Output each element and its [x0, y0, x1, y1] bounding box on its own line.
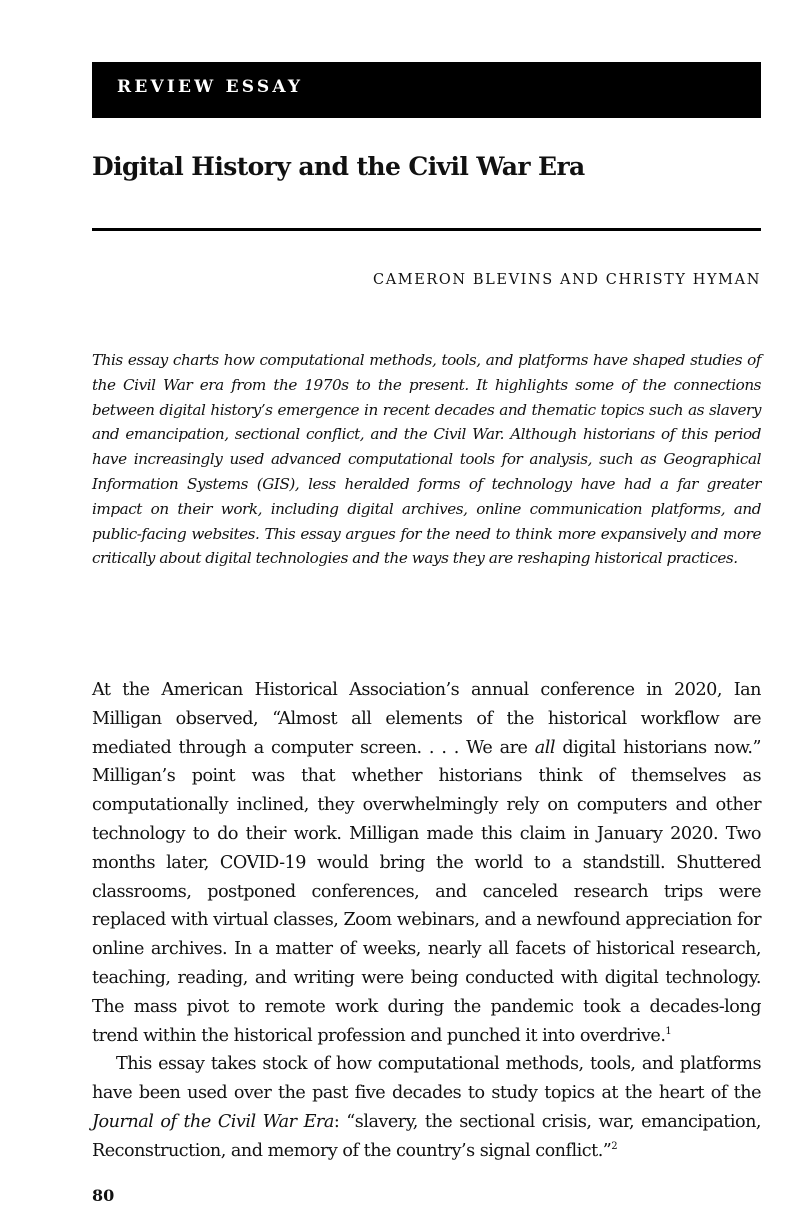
paragraph-1-emphasis: all	[534, 737, 555, 758]
article-authors: CAMERON BLEVINS AND CHRISTY HYMAN	[373, 272, 761, 288]
footnote-ref-1[interactable]: 1	[665, 1025, 672, 1037]
paragraph-2-text-a: This essay takes stock of how computational methods, tools, and platforms have been used over the past five decades to study topics at the heart of the	[92, 1054, 761, 1104]
journal-title-emphasis: Journal of the Civil War Era	[92, 1111, 334, 1132]
section-banner	[92, 62, 761, 118]
article-title: Digital History and the Civil War Era	[92, 152, 585, 181]
paragraph-1-text-b: digital historians now.” Milligan’s point was that whether historians think of themselves as computationally inclined, they overwhelmingly rely on computers and other technology to do their work. Milligan made this claim in January 2020. Two months later, COVID-19 would bring the world to a standstill. Shuttered classrooms, postponed conferences, and canceled research trips were replaced with virtual classes, Zoom webinars, and a newfound appreciation for online archives. In a matter of weeks, nearly all facets of historical research, teaching, reading, and writing were being conducted with digital technology. The mass pivot to remote work during the pandemic took a decades-long trend within the historical profession and punched it into overdrive.	[92, 737, 761, 1046]
article-body	[92, 676, 761, 1166]
title-rule	[92, 228, 761, 231]
section-label: REVIEW ESSAY	[117, 77, 304, 97]
body-paragraph-2	[92, 1050, 761, 1165]
page-number: 80	[92, 1186, 115, 1205]
paragraph-2-text-b: : “slavery, the sectional crisis, war, emancipation, Reconstruction, and memory of the country’s signal conflict.”	[92, 1111, 761, 1161]
body-paragraph-1	[92, 676, 761, 1050]
abstract: This essay charts how computational methods, tools, and platforms have shaped studies of the Civil War era from the 1970s to the present. It highlights some of the connections between digital history’s emergence in recent decades and thematic topics such as slavery and emancipation, sectional conflict, and the Civil War. Although historians of this period have increasingly used advanced computational tools for analysis, such as Geographical Information Systems (GIS), less heralded forms of technology have had a far greater impact on their work, including digital archives, online communication platforms, and public-facing websites. This essay argues for the need to think more expansively and more critically about digital technologies and the ways they are reshaping historical practices.	[92, 351, 761, 568]
paragraph-1-text-a: At the American Historical Association’s annual conference in 2020, Ian Milligan observed, “Almost all elements of the historical workflow are mediated through a computer screen. . . . We are	[92, 680, 761, 758]
footnote-ref-2[interactable]: 2	[611, 1140, 618, 1152]
